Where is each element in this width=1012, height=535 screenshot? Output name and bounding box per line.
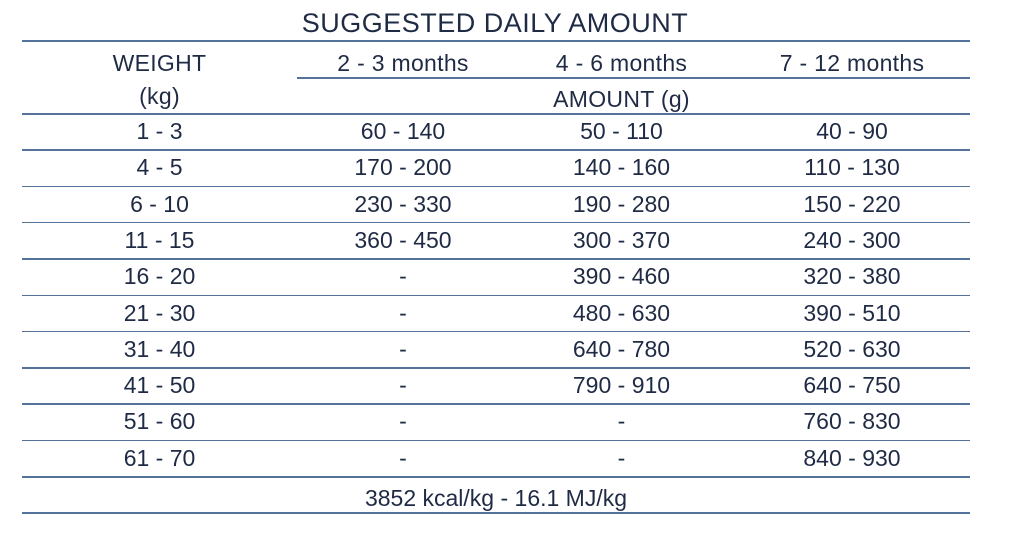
- header-amount-label: AMOUNT (g): [553, 86, 690, 112]
- rule-under-months: [297, 77, 970, 79]
- amount-cell: 390 - 510: [803, 299, 901, 326]
- rule-bottom: [22, 512, 970, 514]
- row-rule: [22, 258, 970, 260]
- header-weight-label: WEIGHT: [112, 50, 207, 76]
- amount-cell: -: [399, 263, 407, 290]
- amount-cell: 60 - 140: [360, 118, 446, 144]
- amount-cell: 640 - 750: [803, 372, 901, 399]
- weight-cell: 31 - 40: [123, 335, 196, 362]
- header-weight-unit: (kg): [139, 83, 180, 109]
- amount-cell: 300 - 370: [572, 226, 671, 253]
- amount-cell: 760 - 830: [803, 408, 901, 435]
- weight-cell: 51 - 60: [123, 408, 196, 435]
- row-rule: [22, 295, 970, 297]
- row-rule: [22, 440, 970, 442]
- weight-cell: 6 - 10: [130, 190, 189, 217]
- weight-cell: 41 - 50: [123, 372, 196, 399]
- row-rule: [22, 403, 970, 405]
- amount-cell: 50 - 110: [580, 118, 663, 144]
- table-title: SUGGESTED DAILY AMOUNT: [301, 8, 689, 38]
- energy-footnote: 3852 kcal/kg - 16.1 MJ/kg: [364, 485, 628, 511]
- amount-cell: -: [399, 335, 407, 362]
- header-col-7-12-months: 7 - 12 months: [779, 50, 925, 76]
- amount-cell: 390 - 460: [572, 263, 671, 290]
- weight-cell: 16 - 20: [123, 263, 196, 290]
- feeding-table: [22, 40, 970, 514]
- amount-cell: 520 - 630: [803, 335, 901, 362]
- amount-cell: -: [399, 408, 407, 435]
- amount-cell: -: [399, 372, 407, 399]
- row-rule: [22, 331, 970, 333]
- row-rule: [22, 222, 970, 224]
- amount-cell: 360 - 450: [354, 226, 452, 253]
- amount-cell: -: [399, 444, 407, 471]
- amount-cell: 40 - 90: [816, 118, 888, 144]
- weight-cell: 61 - 70: [123, 444, 196, 471]
- weight-cell: 21 - 30: [123, 299, 196, 326]
- rule-under-header: [22, 113, 970, 115]
- amount-cell: 110 - 130: [804, 154, 900, 181]
- weight-cell: 4 - 5: [136, 154, 183, 181]
- amount-cell: 790 - 910: [572, 372, 671, 399]
- header-col-2-3-months: 2 - 3 months: [337, 50, 469, 76]
- amount-cell: 320 - 380: [803, 263, 901, 290]
- amount-cell: 190 - 280: [572, 190, 671, 217]
- amount-cell: 150 - 220: [803, 190, 901, 217]
- header-col-4-6-months: 4 - 6 months: [555, 50, 688, 76]
- amount-cell: 640 - 780: [572, 335, 671, 362]
- weight-cell: 11 - 15: [124, 226, 195, 253]
- rule-top: [22, 40, 970, 42]
- amount-cell: 240 - 300: [803, 226, 901, 253]
- amount-cell: 170 - 200: [354, 154, 452, 181]
- row-rule: [22, 367, 970, 369]
- row-rule: [22, 186, 970, 188]
- amount-cell: -: [399, 299, 407, 326]
- amount-cell: 140 - 160: [572, 154, 671, 181]
- amount-cell: -: [617, 444, 626, 471]
- weight-cell: 1 - 3: [136, 118, 183, 144]
- amount-cell: 840 - 930: [803, 444, 901, 471]
- amount-cell: 480 - 630: [572, 299, 671, 326]
- row-rule: [22, 149, 970, 151]
- amount-cell: 230 - 330: [354, 190, 452, 217]
- row-rule: [22, 476, 970, 478]
- amount-cell: -: [617, 408, 626, 435]
